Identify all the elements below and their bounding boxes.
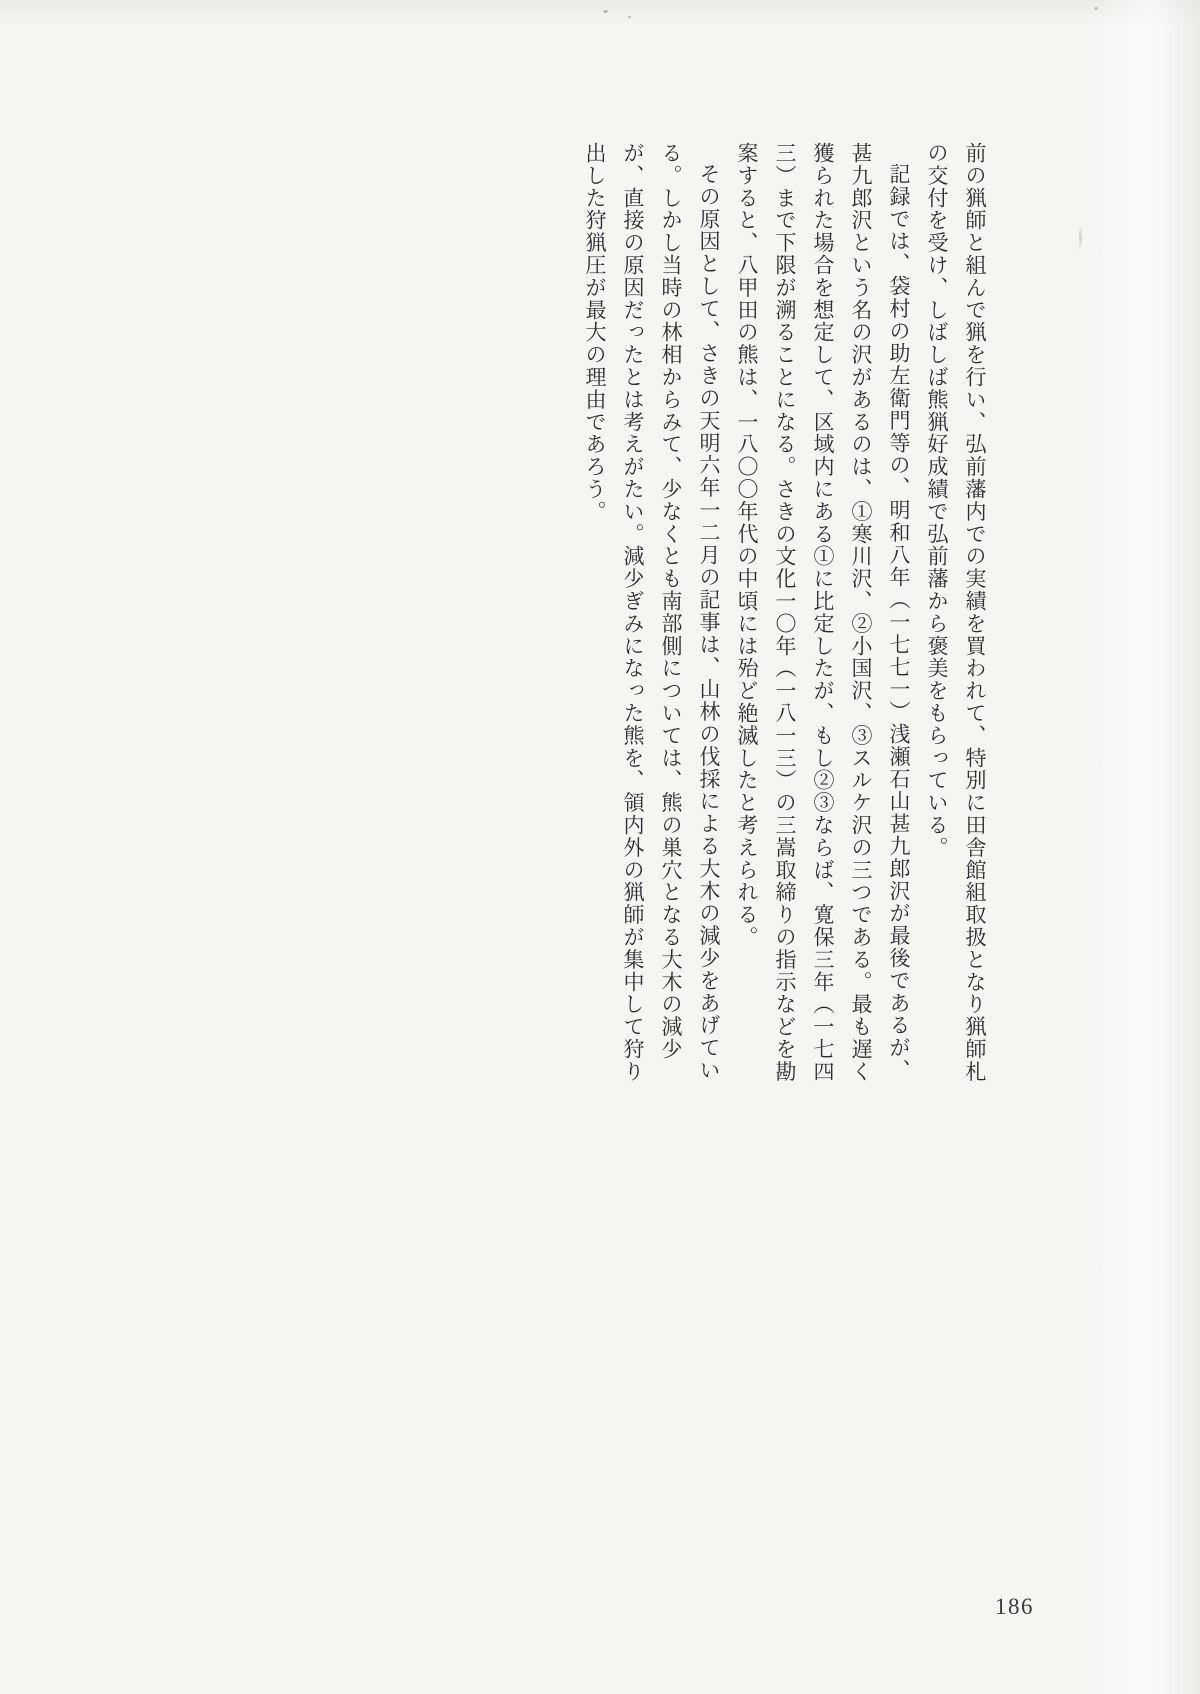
page-number: 186	[995, 1594, 1034, 1619]
body-text	[576, 142, 994, 1084]
scan-speck	[628, 16, 631, 18]
paragraph-cause: その原因として、さきの天明六年一二月の記事は、山林の伐採による大木の減少をあげている。しかし当時の林相からみて、少なくとも南部側については、熊の巣穴となる大木の減少が、直接の原因だったとは考えがたい。減少ぎみになった熊を、領内外の猟師が集中して狩り出した狩猟圧が最大の理由であろう。	[583, 142, 721, 1083]
scan-speck	[1094, 7, 1098, 10]
paragraph-records: 記録では、袋村の助左衛門等の、明和八年（一七七一）浅瀬石山甚九郎沢が最後であるが、甚九郎沢という名の沢があるのは、①寒川沢、②小国沢、③スルケ沢の三つである。最も遅く獲られた場合を想定して、区域内にある①に比定したが、もし②③ならば、寛保三年（一七四三）まで下限が溯ることになる。さきの文化一〇年（一八一三）の三嵩取締りの指示などを勘案すると、八甲田の熊は、一八〇〇年代の中頃には殆ど絶滅したと考えられる。	[735, 142, 911, 1083]
scan-smudge	[1079, 225, 1082, 251]
scan-speck	[603, 10, 608, 13]
paragraph-continuation: 前の猟師と組んで猟を行い、弘前藩内での実績を買われて、特別に田舎館組取扱となり猟師札の交付を受け、しばしば熊猟好成績で弘前藩から褒美をもらっている。	[925, 142, 987, 1083]
